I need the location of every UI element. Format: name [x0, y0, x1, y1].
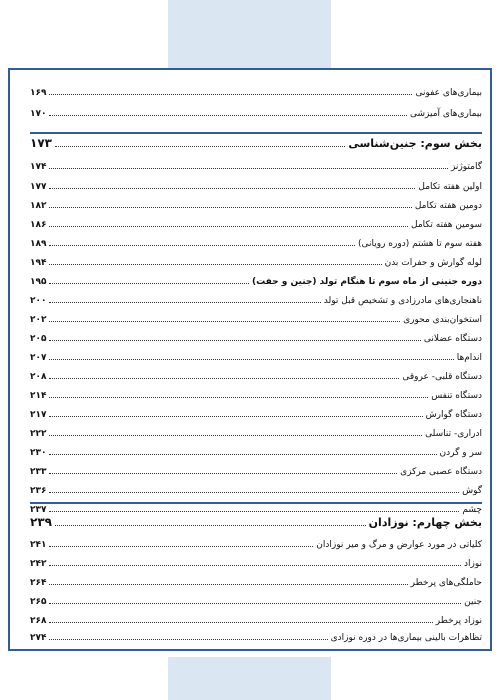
leader-dots [49, 339, 420, 341]
leader-dots [49, 93, 412, 95]
toc-entry[interactable] [30, 176, 482, 192]
toc-entry[interactable] [30, 195, 482, 211]
toc-entry-title: بیماری‌های عفونی [415, 88, 482, 98]
toc-entry-page: ۲۱۴ [30, 391, 47, 401]
toc-entry-title: تظاهرات بالینی بیماری‌ها در دوره نوزادی [330, 633, 482, 643]
leader-dots [49, 301, 320, 303]
toc-entry[interactable] [30, 366, 482, 382]
toc-entry-page: ۲۰۲ [30, 315, 47, 325]
section-heading[interactable] [30, 130, 482, 150]
toc-entry-title: بیماری‌های آمیزشی [410, 109, 482, 119]
section-title: بخش چهارم: نوزادان [368, 516, 482, 529]
leader-dots [49, 434, 422, 436]
toc-entry-page: ۲۴۱ [30, 540, 47, 550]
toc-entry-page: ۱۹۴ [30, 258, 47, 268]
toc-entry[interactable] [30, 233, 482, 249]
toc-entry-title: نوزاد [463, 559, 482, 569]
toc-entry[interactable] [30, 442, 482, 458]
toc-entry-title: کلیاتی در مورد عوارض و مرگ و میر نوزادان [316, 540, 482, 550]
toc-entry-page: ۲۳۳ [30, 467, 47, 477]
toc-entry[interactable] [30, 252, 482, 268]
toc-entry-page: ۲۷۴ [30, 633, 47, 643]
toc-entry[interactable] [30, 309, 482, 325]
toc-entry[interactable] [30, 610, 482, 626]
toc-entry-page: ۱۷۰ [30, 109, 47, 119]
toc-entry-title: اولین هفته تکامل [418, 182, 482, 192]
section-heading[interactable] [30, 509, 482, 529]
leader-dots [49, 583, 407, 585]
toc-entry-page: ۲۳۷ [30, 505, 47, 515]
toc-entry-title: چشم [462, 505, 482, 515]
leader-dots [49, 244, 354, 246]
leader-dots [49, 167, 447, 169]
toc-entry-page: ۲۳۰ [30, 448, 47, 458]
toc-entry[interactable] [30, 553, 482, 569]
toc-entry[interactable] [30, 385, 482, 401]
top-tab-decoration [168, 0, 331, 68]
section-page: ۲۳۹ [30, 515, 52, 529]
leader-dots [49, 621, 432, 623]
toc-entry-page: ۲۶۴ [30, 578, 47, 588]
toc-entry-title: جنین [464, 597, 482, 607]
toc-entry-title: سومین هفته تکامل [411, 220, 482, 230]
leader-dots [49, 377, 399, 379]
toc-entry-title: دستگاه عصبی مرکزی [400, 467, 482, 477]
leader-dots [49, 415, 422, 417]
toc-entry-title: اندام‌ها [456, 353, 482, 363]
toc-entry-title: استخوان‌بندی محوری [403, 315, 482, 325]
toc-entry-page: ۲۶۵ [30, 597, 47, 607]
toc-entry-page: ۲۶۸ [30, 616, 47, 626]
bottom-tab-decoration [168, 657, 331, 700]
toc-entry[interactable] [30, 591, 482, 607]
toc-entry-page: ۱۶۹ [30, 88, 47, 98]
toc-entry-page: ۲۰۰ [30, 296, 47, 306]
toc-entry-title: دستگاه تنفس [431, 391, 482, 401]
toc-entry-title: دستگاه گوارش [425, 410, 482, 420]
leader-dots [55, 145, 345, 147]
toc-entry-page: ۲۰۸ [30, 372, 47, 382]
leader-dots [49, 114, 407, 116]
leader-dots [49, 206, 411, 208]
toc-entry-page: ۲۴۲ [30, 559, 47, 569]
toc-entry[interactable] [30, 347, 482, 363]
toc-entry-page: ۱۸۶ [30, 220, 47, 230]
toc-entry-title: حاملگی‌های پرخطر [410, 578, 482, 588]
toc-entry-page: ۲۲۲ [30, 429, 47, 439]
toc-entry[interactable] [30, 572, 482, 588]
toc-entry-page: ۱۷۴ [30, 162, 47, 172]
leader-dots [49, 472, 397, 474]
toc-entry-page: ۲۰۵ [30, 334, 47, 344]
toc-entry[interactable] [30, 461, 482, 477]
toc-entry-title: نوزاد پرخطر [435, 616, 482, 626]
toc-entry-page: ۲۱۷ [30, 410, 47, 420]
toc-entry[interactable] [30, 214, 482, 230]
leader-dots [49, 187, 415, 189]
toc-entry[interactable] [30, 627, 482, 643]
toc-entry-title: گامتوژنز [450, 162, 482, 172]
section-title: بخش سوم: جنین‌شناسی [348, 137, 482, 150]
toc-entry-title: گوش [462, 486, 482, 496]
leader-dots [49, 602, 461, 604]
toc-entry-title: دومین هفته تکامل [414, 201, 482, 211]
toc-entry-page: ۲۰۷ [30, 353, 47, 363]
toc-entry-title: سر و گردن [439, 448, 482, 458]
leader-dots [49, 545, 313, 547]
leader-dots [49, 453, 436, 455]
leader-dots [49, 396, 428, 398]
toc-entry-page: ۱۹۵ [30, 277, 47, 287]
toc-entry-title: ناهنجاری‌های مادرزادی و تشخیص قبل تولد [323, 296, 482, 306]
toc-entry-page: ۱۸۹ [30, 239, 47, 249]
toc-entry[interactable] [30, 423, 482, 439]
table-of-contents [30, 82, 482, 642]
toc-entry-title: لوله گوارش و حفرات بدن [384, 258, 482, 268]
toc-entry-page: ۲۳۶ [30, 486, 47, 496]
toc-entry-title: دوره جنینی از ماه سوم تا هنگام تولد (جنین و جفت) [251, 277, 482, 287]
leader-dots [49, 282, 249, 284]
section-page: ۱۷۳ [30, 136, 52, 150]
leader-dots [49, 638, 327, 640]
leader-dots [49, 564, 461, 566]
toc-entry-page: ۱۷۷ [30, 182, 47, 192]
toc-entry[interactable] [30, 328, 482, 344]
toc-entry[interactable] [30, 290, 482, 306]
leader-dots [55, 524, 366, 526]
leader-dots [49, 491, 459, 493]
toc-entry[interactable] [30, 534, 482, 550]
leader-dots [49, 263, 381, 265]
toc-entry[interactable] [30, 480, 482, 496]
toc-entry[interactable] [30, 82, 482, 98]
leader-dots [49, 320, 400, 322]
toc-entry-page: ۱۸۲ [30, 201, 47, 211]
toc-entry[interactable] [30, 103, 482, 119]
leader-dots [49, 225, 408, 227]
toc-entry[interactable] [30, 271, 482, 287]
toc-entry-title: هفته سوم تا هشتم (دوره رویانی) [357, 239, 482, 249]
toc-entry-title: دستگاه قلبی- عروقی [402, 372, 482, 382]
toc-entry-title: دستگاه عضلانی [423, 334, 482, 344]
toc-entry[interactable] [30, 156, 482, 172]
toc-entry[interactable] [30, 404, 482, 420]
leader-dots [49, 358, 453, 360]
toc-entry-title: ادراری- تناسلی [425, 429, 482, 439]
